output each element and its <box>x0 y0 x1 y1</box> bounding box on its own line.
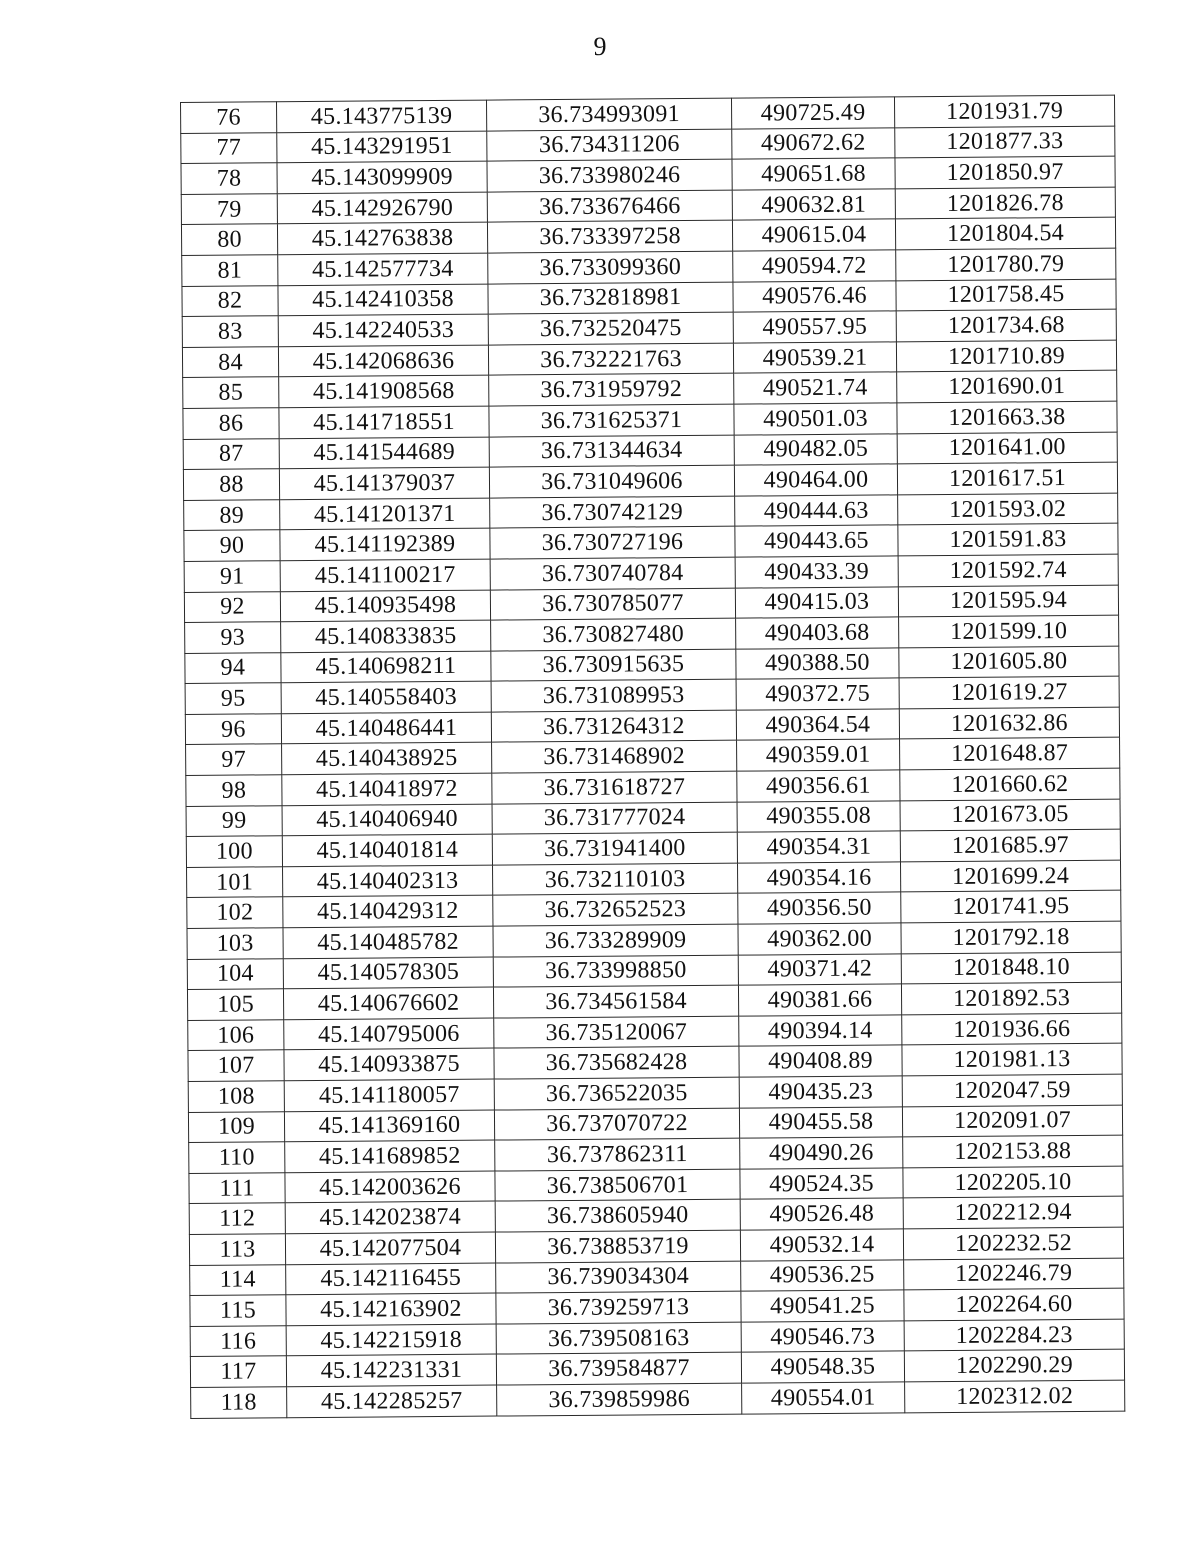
latitude-cell: 45.142068636 <box>278 345 488 377</box>
x-coordinate-cell: 490490.26 <box>740 1137 903 1169</box>
point-number-cell: 117 <box>190 1356 286 1387</box>
latitude-cell: 45.141908568 <box>279 375 489 407</box>
longitude-cell: 36.732110103 <box>493 863 738 896</box>
point-number-cell: 88 <box>183 469 279 500</box>
latitude-cell: 45.141201371 <box>280 498 490 530</box>
point-number-cell: 80 <box>181 224 277 255</box>
x-coordinate-cell: 490354.16 <box>737 862 900 894</box>
x-coordinate-cell: 490444.63 <box>735 495 898 527</box>
coordinates-table-body <box>181 95 1125 1418</box>
y-coordinate-cell: 1202232.52 <box>903 1227 1123 1259</box>
y-coordinate-cell: 1201710.89 <box>896 340 1116 372</box>
y-coordinate-cell: 1201641.00 <box>897 432 1117 464</box>
y-coordinate-cell: 1201850.97 <box>895 156 1115 188</box>
latitude-cell: 45.141379037 <box>279 467 489 499</box>
point-number-cell: 87 <box>183 438 279 469</box>
y-coordinate-cell: 1202047.59 <box>902 1074 1122 1106</box>
longitude-cell: 36.730742129 <box>490 496 735 529</box>
longitude-cell: 36.733099360 <box>488 251 733 284</box>
longitude-cell: 36.733980246 <box>487 159 732 192</box>
x-coordinate-cell: 490541.25 <box>741 1290 904 1322</box>
point-number-cell: 111 <box>189 1172 285 1203</box>
point-number-cell: 107 <box>188 1050 284 1081</box>
longitude-cell: 36.731777024 <box>492 802 737 835</box>
y-coordinate-cell: 1201741.95 <box>901 891 1121 923</box>
point-number-cell: 103 <box>187 928 283 959</box>
x-coordinate-cell: 490501.03 <box>734 403 897 435</box>
point-number-cell: 83 <box>182 316 278 347</box>
y-coordinate-cell: 1202212.94 <box>903 1197 1123 1229</box>
x-coordinate-cell: 490632.81 <box>732 189 895 221</box>
point-number-cell: 96 <box>185 714 281 745</box>
y-coordinate-cell: 1201619.27 <box>899 676 1119 708</box>
x-coordinate-cell: 490482.05 <box>734 433 897 465</box>
y-coordinate-cell: 1202153.88 <box>903 1135 1123 1167</box>
longitude-cell: 36.734311206 <box>487 129 732 162</box>
point-number-cell: 86 <box>183 408 279 439</box>
longitude-cell: 36.732652523 <box>493 894 738 927</box>
latitude-cell: 45.142023874 <box>285 1201 495 1233</box>
longitude-cell: 36.732520475 <box>488 312 733 345</box>
longitude-cell: 36.730740784 <box>490 557 735 590</box>
latitude-cell: 45.141718551 <box>279 406 489 438</box>
y-coordinate-cell: 1201595.94 <box>898 585 1118 617</box>
latitude-cell: 45.140486441 <box>281 712 491 744</box>
latitude-cell: 45.142285257 <box>287 1385 497 1417</box>
y-coordinate-cell: 1201685.97 <box>900 829 1120 861</box>
longitude-cell: 36.734561584 <box>493 985 738 1018</box>
x-coordinate-cell: 490672.62 <box>732 127 895 159</box>
y-coordinate-cell: 1201892.53 <box>901 982 1121 1014</box>
latitude-cell: 45.140558403 <box>281 681 491 713</box>
y-coordinate-cell: 1201804.54 <box>895 218 1115 250</box>
latitude-cell: 45.140401814 <box>282 834 492 866</box>
x-coordinate-cell: 490521.74 <box>734 372 897 404</box>
x-coordinate-cell: 490594.72 <box>733 250 896 282</box>
y-coordinate-cell: 1201877.33 <box>895 126 1115 158</box>
x-coordinate-cell: 490394.14 <box>739 1015 902 1047</box>
latitude-cell: 45.142231331 <box>286 1354 496 1386</box>
longitude-cell: 36.731344634 <box>489 435 734 468</box>
latitude-cell: 45.141192389 <box>280 528 490 560</box>
y-coordinate-cell: 1201593.02 <box>898 493 1118 525</box>
longitude-cell: 36.736522035 <box>494 1077 739 1110</box>
longitude-cell: 36.735120067 <box>494 1016 739 1049</box>
point-number-cell: 90 <box>184 530 280 561</box>
longitude-cell: 36.732221763 <box>488 343 733 376</box>
longitude-cell: 36.731941400 <box>492 832 737 865</box>
longitude-cell: 36.738506701 <box>495 1169 740 1202</box>
x-coordinate-cell: 490725.49 <box>731 97 894 129</box>
latitude-cell: 45.142077504 <box>285 1232 495 1264</box>
x-coordinate-cell: 490355.08 <box>737 801 900 833</box>
point-number-cell: 89 <box>184 499 280 530</box>
y-coordinate-cell: 1201592.74 <box>898 554 1118 586</box>
x-coordinate-cell: 490388.50 <box>736 648 899 680</box>
y-coordinate-cell: 1202205.10 <box>903 1166 1123 1198</box>
point-number-cell: 110 <box>189 1142 285 1173</box>
point-number-cell: 109 <box>188 1111 284 1142</box>
longitude-cell: 36.739259713 <box>496 1291 741 1324</box>
latitude-cell: 45.140402313 <box>283 865 493 897</box>
y-coordinate-cell: 1201663.38 <box>897 401 1117 433</box>
latitude-cell: 45.140429312 <box>283 896 493 928</box>
latitude-cell: 45.142116455 <box>286 1263 496 1295</box>
longitude-cell: 36.731959792 <box>489 374 734 407</box>
y-coordinate-cell: 1201605.80 <box>899 646 1119 678</box>
latitude-cell: 45.140578305 <box>283 957 493 989</box>
latitude-cell: 45.142763838 <box>277 222 487 254</box>
x-coordinate-cell: 490526.48 <box>740 1198 903 1230</box>
latitude-cell: 45.143291951 <box>277 131 487 163</box>
point-number-cell: 114 <box>190 1264 286 1295</box>
y-coordinate-cell: 1201792.18 <box>901 921 1121 953</box>
y-coordinate-cell: 1201660.62 <box>900 768 1120 800</box>
y-coordinate-cell: 1201648.87 <box>900 738 1120 770</box>
point-number-cell: 97 <box>186 744 282 775</box>
latitude-cell: 45.142577734 <box>278 253 488 285</box>
x-coordinate-cell: 490354.31 <box>737 831 900 863</box>
x-coordinate-cell: 490364.54 <box>736 709 899 741</box>
latitude-cell: 45.140935498 <box>280 590 490 622</box>
y-coordinate-cell: 1201981.13 <box>902 1044 1122 1076</box>
latitude-cell: 45.141100217 <box>280 559 490 591</box>
point-number-cell: 113 <box>189 1234 285 1265</box>
x-coordinate-cell: 490435.23 <box>739 1076 902 1108</box>
latitude-cell: 45.140933875 <box>284 1048 494 1080</box>
x-coordinate-cell: 490356.61 <box>737 770 900 802</box>
y-coordinate-cell: 1201599.10 <box>899 615 1119 647</box>
x-coordinate-cell: 490554.01 <box>742 1382 905 1414</box>
longitude-cell: 36.731089953 <box>491 679 736 712</box>
longitude-cell: 36.731625371 <box>489 404 734 437</box>
point-number-cell: 100 <box>186 836 282 867</box>
page-number: 9 <box>593 32 607 61</box>
longitude-cell: 36.731264312 <box>491 710 736 743</box>
point-number-cell: 79 <box>181 194 277 225</box>
y-coordinate-cell: 1202246.79 <box>904 1258 1124 1290</box>
y-coordinate-cell: 1201673.05 <box>900 799 1120 831</box>
latitude-cell: 45.142926790 <box>277 192 487 224</box>
latitude-cell: 45.141180057 <box>284 1079 494 1111</box>
point-number-cell: 101 <box>187 867 283 898</box>
longitude-cell: 36.739584877 <box>496 1352 741 1385</box>
latitude-cell: 45.140485782 <box>283 926 493 958</box>
latitude-cell: 45.140698211 <box>281 651 491 683</box>
point-number-cell: 106 <box>188 1020 284 1051</box>
x-coordinate-cell: 490576.46 <box>733 280 896 312</box>
y-coordinate-cell: 1202091.07 <box>902 1105 1122 1137</box>
x-coordinate-cell: 490371.42 <box>738 953 901 985</box>
x-coordinate-cell: 490381.66 <box>738 984 901 1016</box>
point-number-cell: 91 <box>184 561 280 592</box>
point-number-cell: 85 <box>183 377 279 408</box>
x-coordinate-cell: 490464.00 <box>734 464 897 496</box>
point-number-cell: 77 <box>181 132 277 163</box>
longitude-cell: 36.737862311 <box>495 1138 740 1171</box>
x-coordinate-cell: 490546.73 <box>741 1321 904 1353</box>
y-coordinate-cell: 1201699.24 <box>900 860 1120 892</box>
x-coordinate-cell: 490433.39 <box>735 556 898 588</box>
longitude-cell: 36.735682428 <box>494 1047 739 1080</box>
point-number-cell: 82 <box>182 285 278 316</box>
longitude-cell: 36.737070722 <box>494 1108 739 1141</box>
longitude-cell: 36.739034304 <box>496 1261 741 1294</box>
longitude-cell: 36.731049606 <box>489 465 734 498</box>
longitude-cell: 36.732818981 <box>488 282 733 315</box>
latitude-cell: 45.140833835 <box>281 620 491 652</box>
longitude-cell: 36.733998850 <box>493 955 738 988</box>
latitude-cell: 45.141689852 <box>285 1140 495 1172</box>
y-coordinate-cell: 1201931.79 <box>894 95 1114 127</box>
point-number-cell: 78 <box>181 163 277 194</box>
point-number-cell: 102 <box>187 897 283 928</box>
x-coordinate-cell: 490548.35 <box>741 1351 904 1383</box>
x-coordinate-cell: 490408.89 <box>739 1045 902 1077</box>
y-coordinate-cell: 1201758.45 <box>896 279 1116 311</box>
y-coordinate-cell: 1201780.79 <box>896 248 1116 280</box>
point-number-cell: 105 <box>187 989 283 1020</box>
latitude-cell: 45.140676602 <box>283 987 493 1019</box>
y-coordinate-cell: 1201690.01 <box>897 370 1117 402</box>
point-number-cell: 76 <box>181 102 277 133</box>
x-coordinate-cell: 490615.04 <box>732 219 895 251</box>
point-number-cell: 84 <box>182 346 278 377</box>
x-coordinate-cell: 490532.14 <box>740 1229 903 1261</box>
point-number-cell: 104 <box>187 958 283 989</box>
latitude-cell: 45.140438925 <box>282 743 492 775</box>
point-number-cell: 81 <box>182 255 278 286</box>
y-coordinate-cell: 1202290.29 <box>904 1349 1124 1381</box>
point-number-cell: 95 <box>185 683 281 714</box>
longitude-cell: 36.733397258 <box>487 221 732 254</box>
longitude-cell: 36.730785077 <box>490 588 735 621</box>
longitude-cell: 36.733676466 <box>487 190 732 223</box>
longitude-cell: 36.731618727 <box>492 771 737 804</box>
y-coordinate-cell: 1201617.51 <box>897 462 1117 494</box>
point-number-cell: 99 <box>186 805 282 836</box>
point-number-cell: 108 <box>188 1081 284 1112</box>
longitude-cell: 36.738605940 <box>495 1200 740 1233</box>
x-coordinate-cell: 490415.03 <box>735 586 898 618</box>
point-number-cell: 98 <box>186 775 282 806</box>
y-coordinate-cell: 1201734.68 <box>896 309 1116 341</box>
y-coordinate-cell: 1202312.02 <box>905 1380 1125 1412</box>
point-number-cell: 92 <box>184 591 280 622</box>
y-coordinate-cell: 1201848.10 <box>901 952 1121 984</box>
latitude-cell: 45.143775139 <box>277 100 487 132</box>
y-coordinate-cell: 1202284.23 <box>904 1319 1124 1351</box>
longitude-cell: 36.734993091 <box>486 98 731 131</box>
x-coordinate-cell: 490536.25 <box>741 1259 904 1291</box>
x-coordinate-cell: 490524.35 <box>740 1168 903 1200</box>
point-number-cell: 116 <box>190 1325 286 1356</box>
x-coordinate-cell: 490651.68 <box>732 158 895 190</box>
y-coordinate-cell: 1201826.78 <box>895 187 1115 219</box>
x-coordinate-cell: 490455.58 <box>739 1106 902 1138</box>
latitude-cell: 45.142163902 <box>286 1293 496 1325</box>
x-coordinate-cell: 490539.21 <box>733 342 896 374</box>
longitude-cell: 36.733289909 <box>493 924 738 957</box>
y-coordinate-cell: 1201632.86 <box>899 707 1119 739</box>
longitude-cell: 36.730727196 <box>490 526 735 559</box>
table-row <box>191 1380 1125 1418</box>
x-coordinate-cell: 490356.50 <box>738 892 901 924</box>
longitude-cell: 36.731468902 <box>492 741 737 774</box>
latitude-cell: 45.140418972 <box>282 773 492 805</box>
x-coordinate-cell: 490443.65 <box>735 525 898 557</box>
coordinates-table <box>180 95 1125 1419</box>
point-number-cell: 118 <box>191 1387 287 1418</box>
latitude-cell: 45.143099909 <box>277 161 487 193</box>
x-coordinate-cell: 490557.95 <box>733 311 896 343</box>
point-number-cell: 93 <box>185 622 281 653</box>
point-number-cell: 94 <box>185 652 281 683</box>
longitude-cell: 36.730915635 <box>491 649 736 682</box>
longitude-cell: 36.738853719 <box>495 1230 740 1263</box>
latitude-cell: 45.142003626 <box>285 1171 495 1203</box>
x-coordinate-cell: 490403.68 <box>736 617 899 649</box>
latitude-cell: 45.142410358 <box>278 284 488 316</box>
longitude-cell: 36.739508163 <box>496 1322 741 1355</box>
point-number-cell: 115 <box>190 1295 286 1326</box>
y-coordinate-cell: 1201591.83 <box>898 523 1118 555</box>
longitude-cell: 36.739859986 <box>497 1383 742 1416</box>
x-coordinate-cell: 490359.01 <box>737 739 900 771</box>
latitude-cell: 45.140795006 <box>284 1018 494 1050</box>
latitude-cell: 45.142240533 <box>278 314 488 346</box>
y-coordinate-cell: 1201936.66 <box>902 1013 1122 1045</box>
x-coordinate-cell: 490372.75 <box>736 678 899 710</box>
y-coordinate-cell: 1202264.60 <box>904 1288 1124 1320</box>
latitude-cell: 45.142215918 <box>286 1324 496 1356</box>
latitude-cell: 45.141369160 <box>284 1110 494 1142</box>
latitude-cell: 45.141544689 <box>279 437 489 469</box>
point-number-cell: 112 <box>189 1203 285 1234</box>
x-coordinate-cell: 490362.00 <box>738 923 901 955</box>
longitude-cell: 36.730827480 <box>491 618 736 651</box>
latitude-cell: 45.140406940 <box>282 804 492 836</box>
